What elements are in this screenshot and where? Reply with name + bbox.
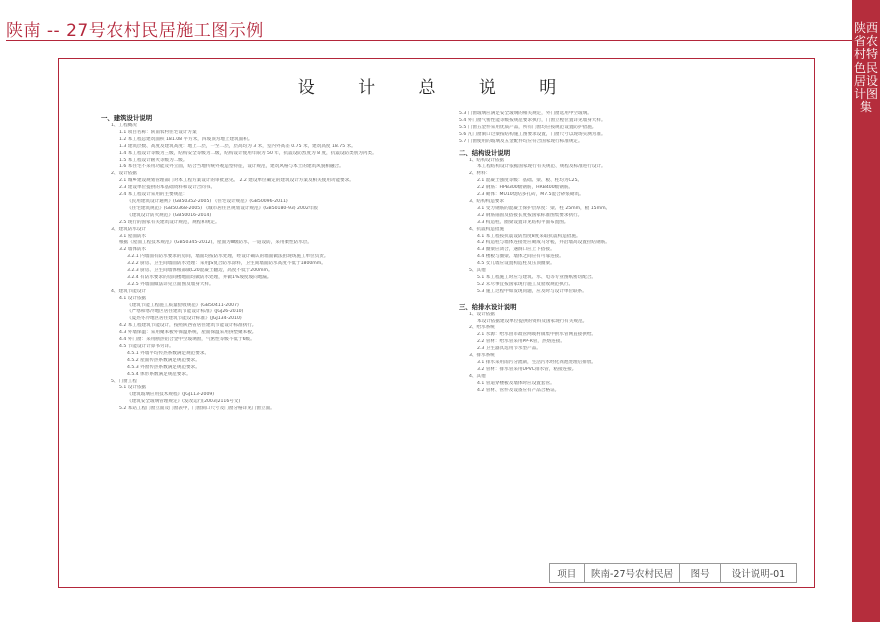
text-line: 《建筑玻璃应用技术规程》(JGJ113-2009) — [127, 392, 215, 398]
text-line: 本工程结构设计依据国家现行有关规范、规程及标准进行设计。 — [477, 164, 606, 170]
section-heading: 一、建筑设计说明 — [101, 114, 153, 122]
text-line: 4.5.1 外墙平均传热系数满足规范要求。 — [127, 350, 210, 356]
title-block-drawing-value: 设计说明-01 — [731, 569, 786, 580]
left-column — [101, 111, 423, 413]
title-block-project-value: 陕南-27号农村民居 — [585, 564, 681, 582]
text-line: 3.3 构造柱、圈梁设置详见结构平面布置图。 — [477, 219, 569, 225]
text-line: 5.1 设计依据 — [119, 385, 147, 391]
text-line: 2.3 卫生器具选用节水型产品。 — [477, 346, 541, 352]
text-line: 3.2 管材：排水管采用UPVC排水管，粘接连接。 — [477, 366, 577, 372]
text-line: 4.5.2 屋面传热系数满足规范要求。 — [127, 357, 200, 363]
text-line: 5.6 凡门窗洞口过梁按结构施工图要求设置，门窗尺寸以现场实测为准。 — [459, 131, 606, 137]
sidebar-banner — [852, 0, 880, 622]
text-line: 4.2 本工程建筑节能设计，按照陕西省居住建筑节能设计标准执行。 — [119, 323, 257, 329]
text-line: 5.3 施工过程中如发现问题，应及时与设计单位联系。 — [477, 288, 587, 294]
sidebar-title: 陕西省农村特色民居设计图集 — [853, 21, 878, 115]
text-line: 4.2 管材、管件及设备应有产品合格证。 — [477, 387, 560, 393]
text-line: 3.1 受力钢筋的混凝土保护层厚度：梁、柱 25mm，板 15mm。 — [477, 205, 611, 211]
title-block-project-label: 项目 — [550, 564, 585, 582]
text-line: 1.2 本工程总建筑面积 181.08 平方米，四坡顶为地上建筑面积。 — [119, 136, 253, 142]
text-line: 1.5 本工程设计耐火等级为二级。 — [119, 157, 188, 163]
text-line: 2.2 管材：给水管采用PP-R管，热熔连接。 — [477, 339, 565, 345]
title-block-drawing-label: 图号 — [680, 564, 721, 582]
drawing-sheet — [58, 58, 815, 588]
text-line: 2.2 钢筋：HPB300级钢筋，HRB400级钢筋。 — [477, 185, 574, 191]
text-line: 2、给水系统 — [469, 325, 495, 331]
text-line: 1、结构设计依据 — [469, 157, 505, 163]
text-line: 5.1 本工程施工时应与建筑、水、电等专业图纸密切配合。 — [477, 274, 597, 280]
text-line: 3.2.4 有防水要求的房间楼地面均做防水处理，并做1%坡度坡向地漏。 — [127, 274, 272, 280]
title-block — [549, 563, 797, 583]
text-line: 1、工程概况 — [111, 123, 137, 128]
text-line: 5.3 门窗玻璃应满足安全玻璃的相关规定，外门窗选用中空玻璃。 — [459, 111, 592, 116]
text-line: 3.2.5 外墙面做法详见立面图及墙身大样。 — [127, 281, 214, 287]
text-line: 1.1 项目名称：陕南农村住宅设计方案 — [119, 129, 197, 135]
text-line: 4.5.4 体形系数满足规范要求。 — [127, 371, 191, 377]
page-title: 陕南 -- 27号农村民居施工图示例 — [6, 21, 264, 41]
text-line: 3.2 墙体防水 — [119, 247, 147, 253]
right-column — [459, 111, 774, 395]
page-header — [0, 0, 852, 40]
text-line: 3.2 钢筋锚固及搭接长度按国家标准图集要求执行。 — [477, 212, 583, 218]
text-line: 《民用建筑设计通则》(GB50352-2005) 《住宅设计规范》(GB50096-2011) — [127, 198, 288, 204]
text-line: 2、设计依据 — [111, 171, 137, 177]
text-line: 1.3 建筑层数、高度及建筑高度：地上二层，一至二层，层高均为 3 米，室内外高差 0.75 米，建筑高度 18.75 米。 — [119, 143, 356, 149]
text-line: 《建筑安全玻璃管理规定》(发改运行[2003]2116号文) — [127, 399, 241, 405]
text-line: 5.2 未尽事宜按国家现行施工及验收规范执行。 — [477, 281, 574, 287]
text-line: 本设计依据建设单位提供的资料及国家现行有关规范。 — [477, 318, 588, 324]
text-line: 3.2.2 厨房、卫生间墙面防水处理：采用JS复合防水涂料，卫生间墙面防水高度不低于1800mm。 — [127, 261, 326, 267]
text-line: 4、抗震构造措施 — [469, 226, 505, 232]
text-line: 1、设计依据 — [469, 311, 495, 317]
text-line: 5.4 外门窗气密性能等级按规范要求执行，门窗立樘位置详见墙身大样。 — [459, 117, 606, 123]
text-line: 《建筑节能工程施工质量验收规范》(GB50411-2007) — [127, 302, 239, 308]
text-line: 2.1 水源：给水由市政管网或村镇集中供水管网直接供给。 — [477, 332, 597, 338]
text-line: 4.5 女儿墙应设置构造柱及压顶圈梁。 — [477, 261, 555, 267]
text-line: 4.2 构造柱与墙体连接处应砌成马牙槎，并沿墙高设置拉结钢筋。 — [477, 240, 610, 246]
text-line: 4.3 圈梁应闭合，遇洞口应上下搭接。 — [477, 247, 555, 253]
text-line: 根据《屋面工程技术规范》(GB50345-2012)，屋面为Ⅲ级防水，一道设防，采用柔性防水层。 — [119, 240, 313, 246]
text-line: 2.3 砌体：MU10烧结多孔砖，M7.5混合砂浆砌筑。 — [477, 192, 584, 198]
text-line: 3.2.3 厨房、卫生间墙体根部做C20混凝土翻边，高度不低于200mm。 — [127, 268, 273, 274]
text-line: 《建筑设计防火规范》(GB50016-2014) — [127, 212, 212, 218]
text-line: 1.6 本住宅不采用功能及外立面，结合当地传统外观造型特征，设计规范，建筑风格与本土的建筑风貌相融合。 — [119, 164, 344, 170]
text-line: 4、建筑节能设计 — [111, 288, 147, 294]
text-line: 4.1 本工程按抗震设防烈度8度采取抗震构造措施。 — [477, 233, 581, 239]
text-line: 5.7 门窗使用的玻璃及五金配件均应符合国家现行标准规定。 — [459, 138, 583, 144]
text-line: 4.4 楼板与圈梁、墙体之间应有可靠连接。 — [477, 254, 564, 260]
text-line: 3、建筑防水设计 — [111, 226, 147, 232]
text-line: 1.4 本工程设计等级为三级，结构安全等级为二级，结构设计使用年限为 50 年，抗震设防烈度为 8 度，抗震设防类别为丙类。 — [119, 150, 377, 156]
text-line: 2.5 现行的国家有关建筑设计规范，规程和规定。 — [119, 219, 220, 225]
text-line: 2.1 混凝土强度等级：基础、梁、板、柱均为C25。 — [477, 178, 583, 184]
text-line: 2.4 本工程设计采用的主要规范： — [119, 192, 188, 198]
text-line: 5、其他 — [469, 268, 486, 274]
text-line: 3.2.1 内墙面有防水要求的房间，墙面均按防水处理，经设计确认的墙面做法由现场施工单位负责。 — [127, 254, 329, 260]
text-line: 2.1 城乡建设规划管理部门对本工程方案设计的审批意见。 2.2 建设单位确定的建筑设计方案及相关使用功能要求。 — [119, 178, 354, 184]
text-line: 3.1 排水采用雨污分流制，生活污水经化粪池处理后排放。 — [477, 360, 597, 365]
text-line: 5、门窗工程 — [111, 378, 137, 384]
text-line: 4.3 外墙保温：采用聚苯板外保温系统，屋面保温采用挤塑聚苯板。 — [119, 330, 257, 336]
text-line: 5.5 门窗五金件采用优质产品，所有门窗均应按规范设置防护措施。 — [459, 124, 597, 130]
text-line: 4.1 设计依据 — [119, 295, 147, 301]
text-line: 《严寒和寒冷地区居住建筑节能设计标准》(JGJ26-2010) — [127, 309, 244, 315]
text-line: 4.5 节能设计计算书另详。 — [119, 344, 174, 349]
text-line: 2、材料： — [469, 171, 491, 177]
text-line: 3、排水系统 — [469, 353, 495, 359]
text-line: 4、其他 — [469, 373, 486, 379]
text-line: 3、结构构造要求 — [469, 198, 505, 204]
document-title: 设 计 总 说 明 — [297, 78, 576, 98]
text-line: 2.3 建设单位提供的本基础资料和设计合同书。 — [119, 185, 216, 191]
header-rule — [6, 40, 852, 41]
section-heading: 三、给排水设计说明 — [459, 302, 517, 311]
text-line: 《夏热冬冷地区居住建筑节能设计标准》(JGJ134-2010) — [127, 316, 242, 322]
text-line: 4.4 外门窗：采用断热铝合金中空玻璃窗，气密性等级不低于6级。 — [119, 337, 255, 343]
text-line: 《住宅建筑规范》(GB50368-2005) 《城市居住区规划设计规范》(GB50180-93) 2002年版 — [127, 205, 318, 211]
text-line: 3.1 屋面防水 — [119, 233, 147, 239]
text-line: 4.5.3 外窗传热系数满足规范要求。 — [127, 364, 200, 370]
text-line: 5.2 本站工程门窗立面及门窗表中，门窗洞口尺寸及门窗分格详见门窗立面。 — [119, 406, 275, 412]
text-line: 4.1 管道穿楼板及墙体时应设置套管。 — [477, 380, 555, 386]
section-heading: 二、结构设计说明 — [459, 148, 511, 157]
